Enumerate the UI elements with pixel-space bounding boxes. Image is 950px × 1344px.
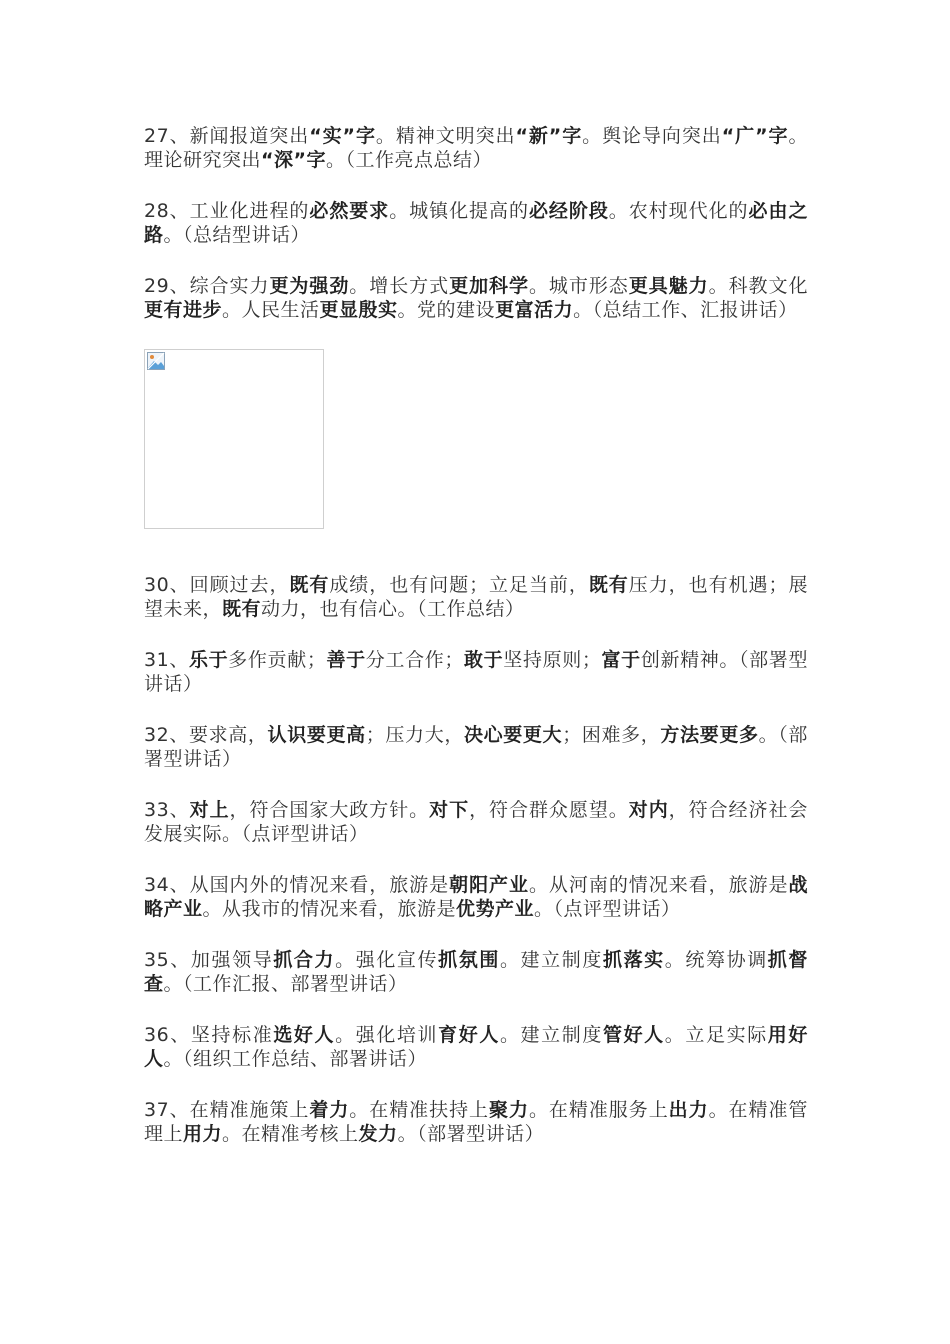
emphasis-text: 必然要求 <box>309 200 390 222</box>
emphasis-text: 选好人 <box>273 1024 336 1046</box>
emphasis-text: 用好人 <box>144 1024 808 1070</box>
item-number: 32、 <box>144 724 189 746</box>
paragraph-p30 <box>144 573 808 621</box>
emphasis-text: 既有 <box>289 574 330 596</box>
body-text: 多作贡献； <box>228 649 327 671</box>
body-text: 分工合作； <box>365 649 464 671</box>
body-text: 。从我市的情况来看，旅游是 <box>202 898 457 920</box>
item-number: 35、 <box>144 949 191 971</box>
emphasis-text: 育好人 <box>438 1024 500 1046</box>
emphasis-text: 更具魅力 <box>628 275 709 297</box>
item-number: 29、 <box>144 275 190 297</box>
body-text: 动力，也有信心。（工作总结） <box>261 598 525 620</box>
paragraph-p36 <box>144 1023 808 1071</box>
document-body <box>144 124 808 1173</box>
body-text: 。强化宣传 <box>335 949 439 971</box>
body-text: 。在精准考核上 <box>222 1123 359 1145</box>
emphasis-text: 更为强劲 <box>269 275 350 297</box>
emphasis-text: 决心要更大 <box>463 724 563 746</box>
paragraph-p35 <box>144 948 808 996</box>
emphasis-text: 善于 <box>326 649 366 671</box>
emphasis-text: 对内 <box>628 799 669 821</box>
item-number: 31、 <box>144 649 189 671</box>
emphasis-text: 敢于 <box>463 649 504 671</box>
emphasis-text: 对下 <box>429 799 470 821</box>
body-text: 。（部署型讲话） <box>397 1123 545 1145</box>
item-number: 30、 <box>144 574 190 596</box>
emphasis-text: 管好人 <box>602 1024 665 1046</box>
body-text: 。城镇化提高的 <box>389 200 529 222</box>
body-text: 。从河南的情况来看，旅游是 <box>528 874 789 896</box>
body-text: 新闻报道突出 <box>189 125 310 147</box>
body-text: 。在精准扶持上 <box>349 1099 490 1121</box>
item-number: 27、 <box>144 125 190 147</box>
body-text: 工业化进程的 <box>189 200 310 222</box>
body-text: 从国内外的情况来看，旅游是 <box>189 874 450 896</box>
body-text: 创新精神。（部署型讲话） <box>144 649 808 695</box>
emphasis-text: 更显殷实 <box>319 299 398 321</box>
emphasis-text: 对上 <box>189 799 230 821</box>
paragraph-p28 <box>144 199 808 247</box>
body-text: 。（工作亮点总结） <box>326 149 493 171</box>
emphasis-text: 聚力 <box>489 1099 529 1121</box>
emphasis-text: 着力 <box>309 1099 350 1121</box>
paragraph-p33 <box>144 798 808 846</box>
body-text: ，符合经济社会发展实际。（点评型讲话） <box>144 799 808 845</box>
item-number: 36、 <box>144 1024 191 1046</box>
body-text: 。舆论导向突出 <box>582 125 722 147</box>
body-text: 。（组织工作总结、部署讲话） <box>163 1048 428 1070</box>
emphasis-text: 乐于 <box>188 649 229 671</box>
paragraph-p37 <box>144 1098 808 1146</box>
paragraph-p31 <box>144 648 808 696</box>
emphasis-text: 抓氛围 <box>438 949 500 971</box>
body-text: ，符合群众愿望。 <box>469 799 629 821</box>
body-text: 。人民生活 <box>222 299 320 321</box>
body-text: 。城市形态 <box>528 275 629 297</box>
body-text: 。（点评型讲话） <box>534 898 681 920</box>
body-text: 。（工作汇报、部署型讲话） <box>163 973 408 995</box>
body-text: 坚持原则； <box>503 649 602 671</box>
emphasis-text: 既有 <box>588 574 629 596</box>
body-text: 回顾过去， <box>189 574 290 596</box>
emphasis-text: 发力 <box>358 1123 398 1145</box>
emphasis-text: 用力 <box>183 1123 223 1145</box>
emphasis-text: 抓督查 <box>144 949 808 995</box>
body-text: 。增长方式 <box>349 275 450 297</box>
emphasis-text: 既有 <box>222 598 262 620</box>
item-number: 37、 <box>144 1099 190 1121</box>
body-text: ，符合国家大政方针。 <box>229 799 430 821</box>
item-number: 33、 <box>144 799 190 821</box>
emphasis-text: 抓合力 <box>273 949 336 971</box>
body-text: 。在精准管理上 <box>144 1099 808 1145</box>
emphasis-text: 出力 <box>668 1099 709 1121</box>
emphasis-text: “新”字 <box>515 125 583 147</box>
emphasis-text: “实”字 <box>309 125 376 147</box>
body-text: 。党的建设 <box>397 299 496 321</box>
item-number: 28、 <box>144 200 190 222</box>
emphasis-text: 富于 <box>601 649 641 671</box>
body-text: 。农村现代化的 <box>608 200 749 222</box>
emphasis-text: 方法要更多 <box>660 724 759 746</box>
emphasis-text: 认识要更高 <box>267 724 366 746</box>
body-text: 综合实力 <box>189 275 270 297</box>
body-text: 压力，也有机遇；展望未来， <box>144 574 808 620</box>
body-text: 。理论研究突出 <box>144 125 808 171</box>
emphasis-text: 战略产业 <box>144 874 808 920</box>
embedded-image-placeholder <box>144 349 324 529</box>
paragraph-p27 <box>144 124 808 172</box>
body-text: 坚持标准 <box>190 1024 274 1046</box>
paragraph-p32 <box>144 723 808 771</box>
body-text: 加强领导 <box>190 949 274 971</box>
body-text: ；压力大， <box>365 724 464 746</box>
body-text: 。强化培训 <box>335 1024 439 1046</box>
body-text: 要求高， <box>188 724 268 746</box>
emphasis-text: 朝阳产业 <box>449 874 529 896</box>
emphasis-text: “深”字 <box>261 149 326 171</box>
body-text: 。立足实际 <box>664 1024 768 1046</box>
item-number: 34、 <box>144 874 190 896</box>
body-text: 。（部署型讲话） <box>144 724 808 770</box>
paragraph-p34 <box>144 873 808 921</box>
body-text: 在精准施策上 <box>189 1099 310 1121</box>
broken-image-icon <box>147 352 165 370</box>
body-text: 。（总结工作、汇报讲话） <box>573 299 798 321</box>
body-text: ；困难多， <box>562 724 661 746</box>
body-text: 。（总结型讲话） <box>163 224 311 246</box>
emphasis-text: 更有进步 <box>144 299 223 321</box>
body-text: 成绩，也有问题；立足当前， <box>329 574 589 596</box>
emphasis-text: 优势产业 <box>456 898 535 920</box>
body-text: 。科教文化 <box>708 275 808 297</box>
emphasis-text: 更富活力 <box>495 299 574 321</box>
emphasis-text: 必经阶段 <box>528 200 609 222</box>
body-text: 。在精准服务上 <box>528 1099 669 1121</box>
body-text: 。精神文明突出 <box>375 125 516 147</box>
body-text: 。建立制度 <box>499 949 603 971</box>
emphasis-text: 更加科学 <box>449 275 529 297</box>
body-text: 。建立制度 <box>499 1024 603 1046</box>
emphasis-text: 必由之路 <box>144 200 808 246</box>
emphasis-text: “广”字 <box>721 125 789 147</box>
paragraph-p29 <box>144 274 808 322</box>
body-text: 。统筹协调 <box>664 949 768 971</box>
emphasis-text: 抓落实 <box>602 949 665 971</box>
